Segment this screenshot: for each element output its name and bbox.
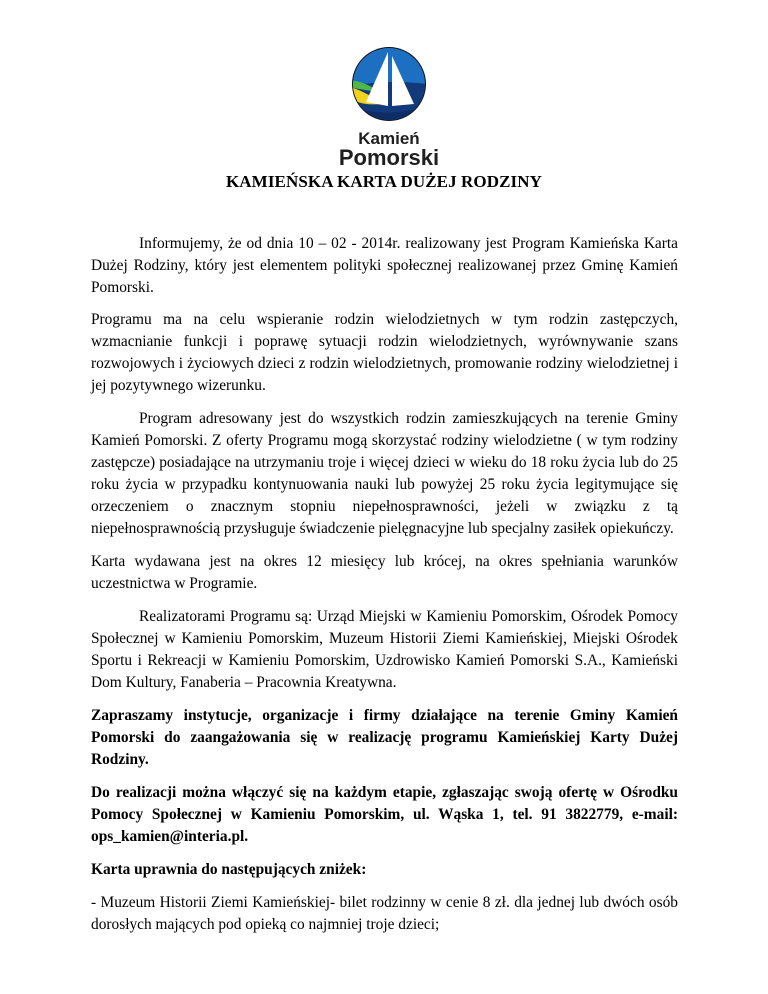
kamien-pomorski-logo bbox=[322, 46, 456, 168]
paragraph-validity: Karta wydawana jest na okres 12 miesięcy lub krócej, na okres spełniania warunków uczestnictwa w Programie. bbox=[91, 553, 678, 592]
paragraph-goals: Programu ma na celu wspieranie rodzin wielodzietnych w tym rodzin zastępczych, wzmacnianie funkcji i poprawę sytuacji rodzin wielodzietnych, wyrównywanie szans rozwojowych i życiowych dzieci z rodzin wielodzietnych, promowanie rodziny wielodzietnej i jej pozytywnego wizerunku. bbox=[91, 311, 678, 394]
logo-line1: Kamień bbox=[358, 129, 420, 148]
paragraph-intro: Informujemy, że od dnia 10 – 02 - 2014r. realizowany jest Program Kamieńska Karta Dużej Rodziny, który jest elementem polityki społecznej realizowanej przez Gminę Kamień Pomorski. bbox=[91, 235, 678, 296]
document-body bbox=[91, 233, 678, 947]
paragraph-contact: Do realizacji można włączyć się na każdym etapie, zgłaszając swoją ofertę w Ośrodku Pomocy Społecznej w Kamieniu Pomorskim, ul. Wąska 1, tel. 91 3822779, e-mail: ops_kamien@interia.pl. bbox=[91, 784, 678, 845]
paragraph-eligibility: Program adresowany jest do wszystkich rodzin zamieszkujących na terenie Gminy Kamień Pomorski. Z oferty Programu mogą skorzystać rodziny wielodzietne ( w tym rodziny zastępcze) posiadające na utrzymaniu troje i więcej dzieci w wieku do 18 roku życia lub do 25 roku życia w przypadku kontynuowania nauki lub powyżej 25 roku życia legitymujące się orzeczeniem o znacznym stopniu niepełnosprawności, jeżeli w związku z tą niepełnosprawnością przysługuje świadczenie pielęgnacyjne lub specjalny zasiłek opiekuńczy. bbox=[91, 410, 678, 537]
paragraph-discounts-heading: Karta uprawnia do następujących zniżek: bbox=[91, 861, 367, 878]
sailboat-logo-icon bbox=[322, 46, 456, 168]
logo-line2: Pomorski bbox=[338, 145, 440, 168]
paragraph-discount-museum: - Muzeum Historii Ziemi Kamieńskiej- bilet rodzinny w cenie 8 zł. dla jednej lub dwóch osób dorosłych mających pod opieką co najmniej troje dzieci; bbox=[91, 894, 678, 933]
document-title: KAMIEŃSKA KARTA DUŻEJ RODZINY bbox=[225, 172, 543, 191]
paragraph-partners: Realizatorami Programu są: Urząd Miejski w Kamieniu Pomorskim, Ośrodek Pomocy Społecznej w Kamieniu Pomorskim, Muzeum Historii Ziemi Kamieńskiej, Miejski Ośrodek Sportu i Rekreacji w Kamieniu Pomorskim, Uzdrowisko Kamień Pomorski S.A., Kamieński Dom Kultury, Fanaberia – Pracownia Kreatywna. bbox=[91, 608, 678, 691]
paragraph-invitation: Zapraszamy instytucje, organizacje i firmy działające na terenie Gminy Kamień Pomorski do zaangażowania się w realizację programu Kamieńskiej Karty Dużej Rodziny. bbox=[91, 707, 678, 768]
